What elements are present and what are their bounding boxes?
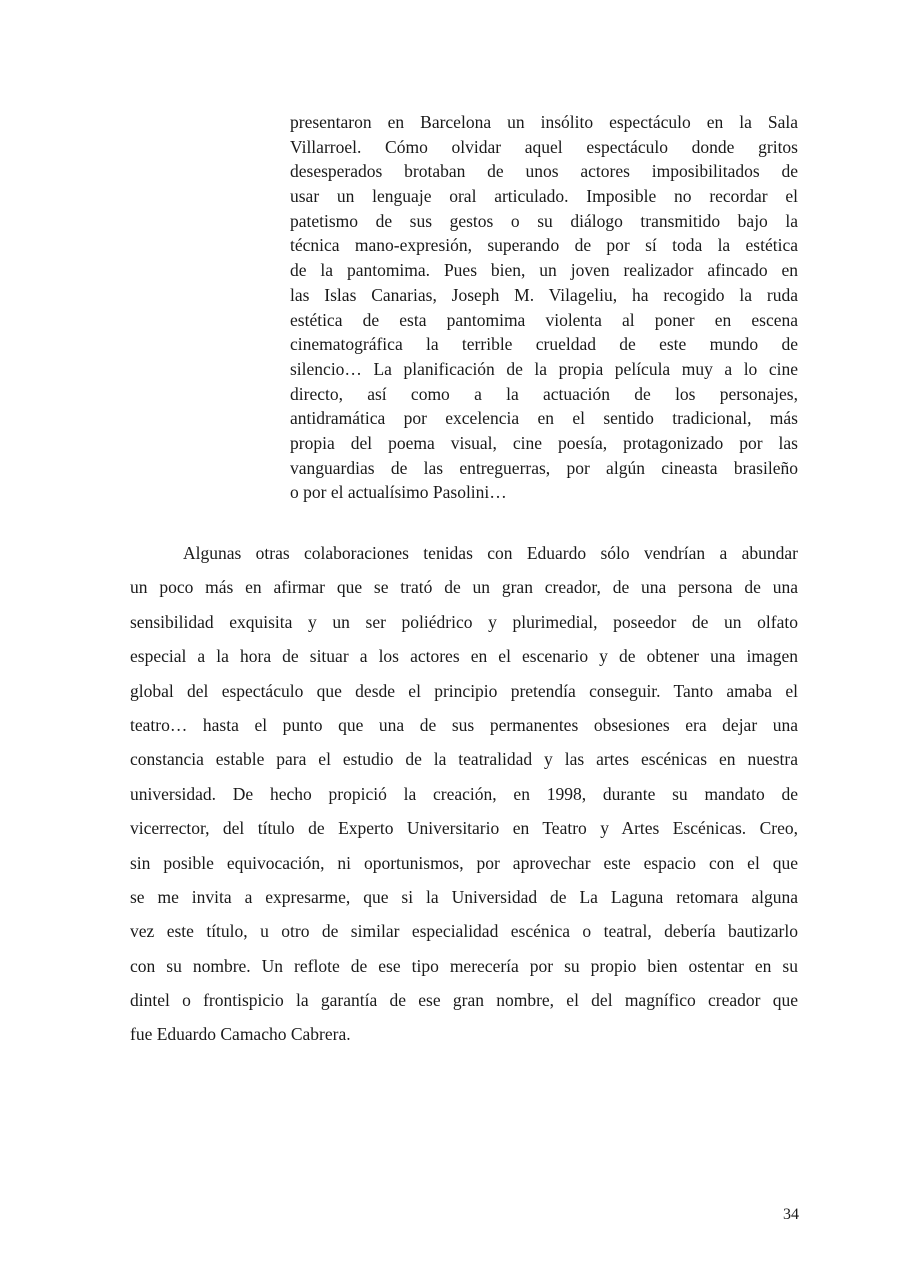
text-line: propia del poema visual, cine poesía, protagonizado por las <box>290 432 798 453</box>
text-line: cinematográfica la terrible crueldad de este mundo de <box>290 334 798 355</box>
text-line: se me invita a expresarme, que si la Universidad de La Laguna retomara alguna <box>130 886 798 907</box>
text-line: directo, así como a la actuación de los personajes, <box>290 383 798 404</box>
text-line: dintel o frontispicio la garantía de ese gran nombre, el del magnífico creador que <box>130 990 798 1011</box>
text-line: teatro… hasta el punto que una de sus permanentes obsesiones era dejar una <box>130 714 798 735</box>
text-line: especial a la hora de situar a los actores en el escenario y de obtener una imagen <box>130 646 798 667</box>
text-line: fue Eduardo Camacho Cabrera. <box>130 1024 351 1045</box>
text-line: de la pantomima. Pues bien, un joven realizador afincado en <box>290 260 798 281</box>
block-quote <box>290 110 798 505</box>
text-line: técnica mano-expresión, superando de por sí toda la estética <box>290 235 798 256</box>
text-line: vanguardias de las entreguerras, por algún cineasta brasileño <box>290 457 798 478</box>
text-line: constancia estable para el estudio de la teatralidad y las artes escénicas en nuestra <box>130 749 798 770</box>
text-line: con su nombre. Un reflote de ese tipo merecería por su propio bien ostentar en su <box>130 955 798 976</box>
text-line: usar un lenguaje oral articulado. Imposible no recordar el <box>290 186 798 207</box>
text-line: patetismo de sus gestos o su diálogo transmitido bajo la <box>290 210 798 231</box>
text-line: antidramática por excelencia en el sentido tradicional, más <box>290 408 798 429</box>
text-line: vicerrector, del título de Experto Universitario en Teatro y Artes Escénicas. Creo, <box>130 818 798 839</box>
text-line: Algunas otras colaboraciones tenidas con Eduardo sólo vendrían a abundar <box>183 543 798 563</box>
text-line: un poco más en afirmar que se trató de un gran creador, de una persona de una <box>130 577 798 598</box>
text-line: las Islas Canarias, Joseph M. Vilageliu, ha recogido la ruda <box>290 284 798 305</box>
text-line: estética de esta pantomima violenta al poner en escena <box>290 309 798 330</box>
body-paragraph <box>130 536 798 1052</box>
text-line: o por el actualísimo Pasolini… <box>290 482 507 503</box>
text-line: silencio… La planificación de la propia película muy a lo cine <box>290 358 798 379</box>
text-line: sin posible equivocación, ni oportunismos, por aprovechar este espacio con el que <box>130 852 798 873</box>
text-line: Villarroel. Cómo olvidar aquel espectáculo donde gritos <box>290 136 798 157</box>
text-line: presentaron en Barcelona un insólito espectáculo en la Sala <box>290 112 798 132</box>
text-line: universidad. De hecho propició la creación, en 1998, durante su mandato de <box>130 783 798 804</box>
page-number: 34 <box>783 1206 799 1223</box>
text-line: sensibilidad exquisita y un ser poliédrico y plurimedial, poseedor de un olfato <box>130 611 798 632</box>
text-line: vez este título, u otro de similar especialidad escénica o teatral, debería bautizarlo <box>130 921 798 942</box>
text-line: desesperados brotaban de unos actores imposibilitados de <box>290 161 798 182</box>
text-line: global del espectáculo que desde el principio pretendía conseguir. Tanto amaba el <box>130 680 798 701</box>
